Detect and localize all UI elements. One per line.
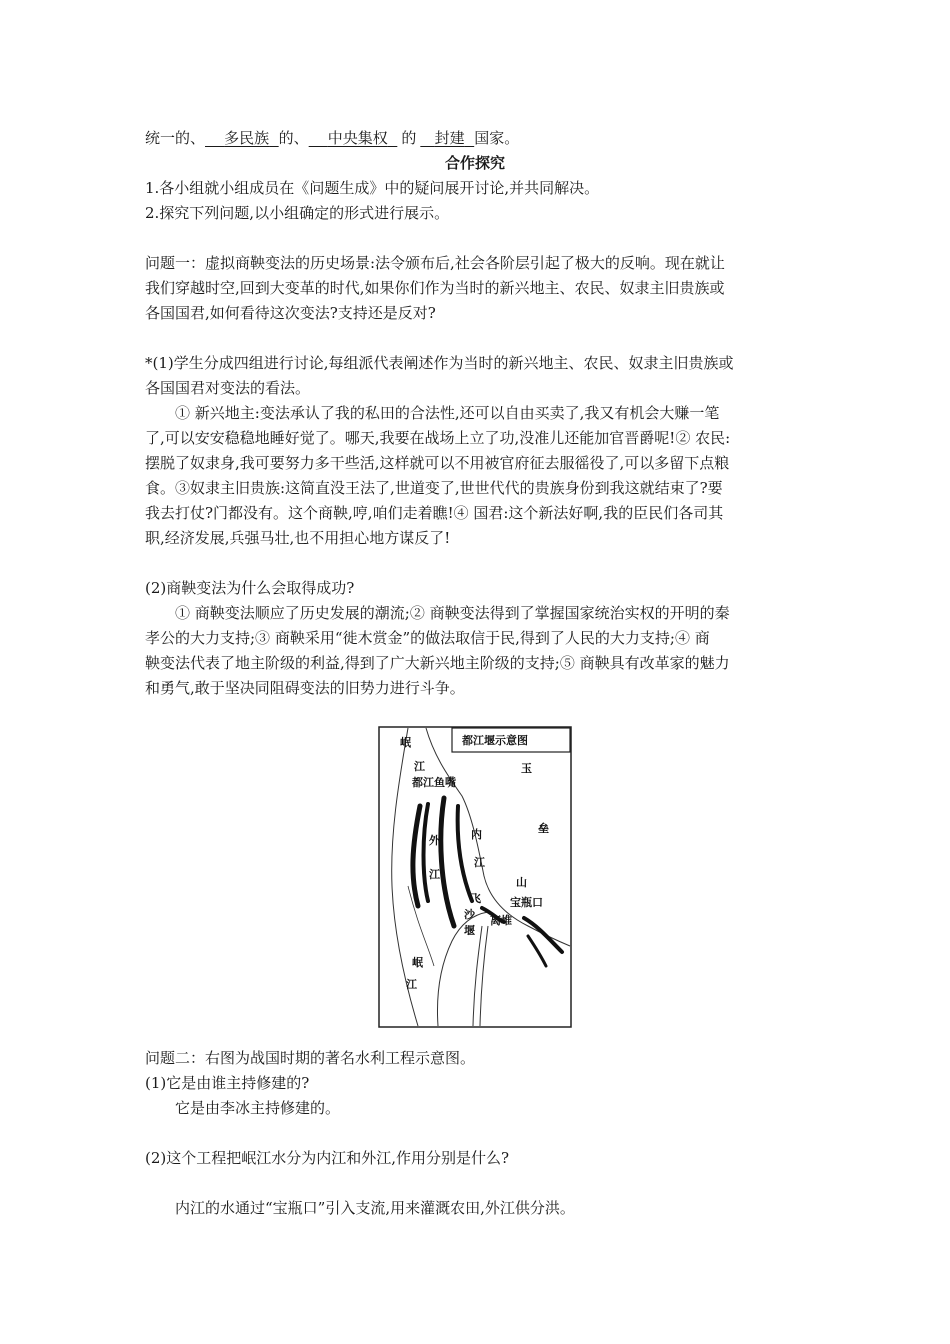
section-heading: 合作探究 [444,154,505,172]
label-lidui: 离堆 [490,914,512,927]
q1-ans2-line-3: 鞅变法代表了地主阶级的利益,得到了广大新兴地主阶级的支持;⑤ 商鞅具有改革家的魅力 [145,654,730,672]
intro-text-2: 的、 [278,129,309,147]
q1-sub1-line-2: 各国国君对变法的看法。 [145,379,311,397]
label-neijiang: 江 [474,856,485,869]
q1-ans1-line-5: 我去打仗?门都没有。这个商鞅,哼,咱们走着瞧!④ 国君:这个新法好啊,我的臣民们各司其 [145,504,724,522]
q1-ans1-line-6: 职,经济发展,兵强马壮,也不用担心地方谋反了! [145,529,451,547]
intro-text-3: 的 [401,129,417,147]
q1-sub1-line-1: *(1)学生分成四组进行讨论,每组派代表阐述作为当时的新兴地主、农民、奴隶主旧贵族或 [145,354,734,372]
dujiangyan-map [378,726,572,1028]
q1-sub2: (2)商鞅变法为什么会取得成功? [145,579,355,597]
label-jiang-bottom: 江 [406,978,417,991]
intro-line [145,128,519,148]
item-1: 1.各小组就小组成员在《问题生成》中的疑问展开讨论,并共同解决。 [145,179,600,197]
intro-text-1: 统一的、 [145,129,206,147]
intro-text-4: 国家。 [474,129,520,147]
label-shan: 山 [516,876,527,889]
q2-sub1: (1)它是由谁主持修建的? [145,1074,310,1092]
label-baoping: 宝瓶口 [510,896,543,909]
q1-ans2-line-1: ① 商鞅变法顺应了历史发展的潮流;② 商鞅变法得到了掌握国家统治实权的开明的秦 [175,604,730,622]
map-title: 都江堰示意图 [462,734,528,747]
label-jiang-top: 江 [414,760,425,773]
q2-sub2: (2)这个工程把岷江水分为内江和外江,作用分别是什么? [145,1149,510,1167]
q1-ans1-line-1: ① 新兴地主:变法承认了我的私田的合法性,还可以自由买卖了,我又有机会大赚一笔 [175,404,720,422]
item-2: 2.探究下列问题,以小组确定的形式进行展示。 [145,204,450,222]
q1-line-1: 问题一：虚拟商鞅变法的历史场景:法令颁布后,社会各阶层引起了极大的反响。现在就让 [145,254,725,272]
q2-title: 问题二：右图为战国时期的著名水利工程示意图。 [145,1049,476,1067]
label-wai: 外 [429,834,440,847]
label-yuzui: 都江鱼嘴 [412,776,456,789]
q1-line-2: 我们穿越时空,回到大变革的时代,如果你们作为当时的新兴地主、农民、奴隶主旧贵族或 [145,279,725,297]
label-sha: 沙 [464,908,475,921]
q1-ans2-line-2: 孝公的大力支持;③ 商鞅采用“徙木赏金”的做法取信于民,得到了人民的大力支持;④ 商 [145,629,710,647]
label-nei: 内 [471,828,482,841]
q1-ans1-line-4: 食。③奴隶主旧贵族:这简直没王法了,世道变了,世世代代的贵族身份到我这就结束了?要 [145,479,723,497]
q1-line-3: 各国国君,如何看待这次变法?支持还是反对? [145,304,436,322]
intro-blank-3: 封建 [434,129,465,147]
q1-ans2-line-4: 和勇气,敢于坚决同阻碍变法的旧势力进行斗争。 [145,679,465,697]
label-yan: 堰 [464,924,475,937]
intro-blank-1: 多民族 [224,129,270,147]
label-waijiang: 江 [429,868,440,881]
q1-ans1-line-2: 了,可以安安稳稳地睡好觉了。哪天,我要在战场上立了功,没准儿还能加官晋爵呢!② 农民: [145,429,731,447]
q2-ans2: 内江的水通过“宝瓶口”引入支流,用来灌溉农田,外江供分洪。 [175,1199,575,1217]
label-min-top: 岷 [400,736,411,749]
label-lei: 垒 [538,822,549,835]
q2-ans1: 它是由李冰主持修建的。 [175,1099,341,1117]
label-fei: 飞 [470,892,481,905]
q1-ans1-line-3: 摆脱了奴隶身,我可要努力多干些活,这样就可以不用被官府征去服徭役了,可以多留下点粮 [145,454,730,472]
label-yu: 玉 [521,762,532,775]
intro-blank-2: 中央集权 [327,129,388,147]
label-min-bottom: 岷 [412,956,423,969]
